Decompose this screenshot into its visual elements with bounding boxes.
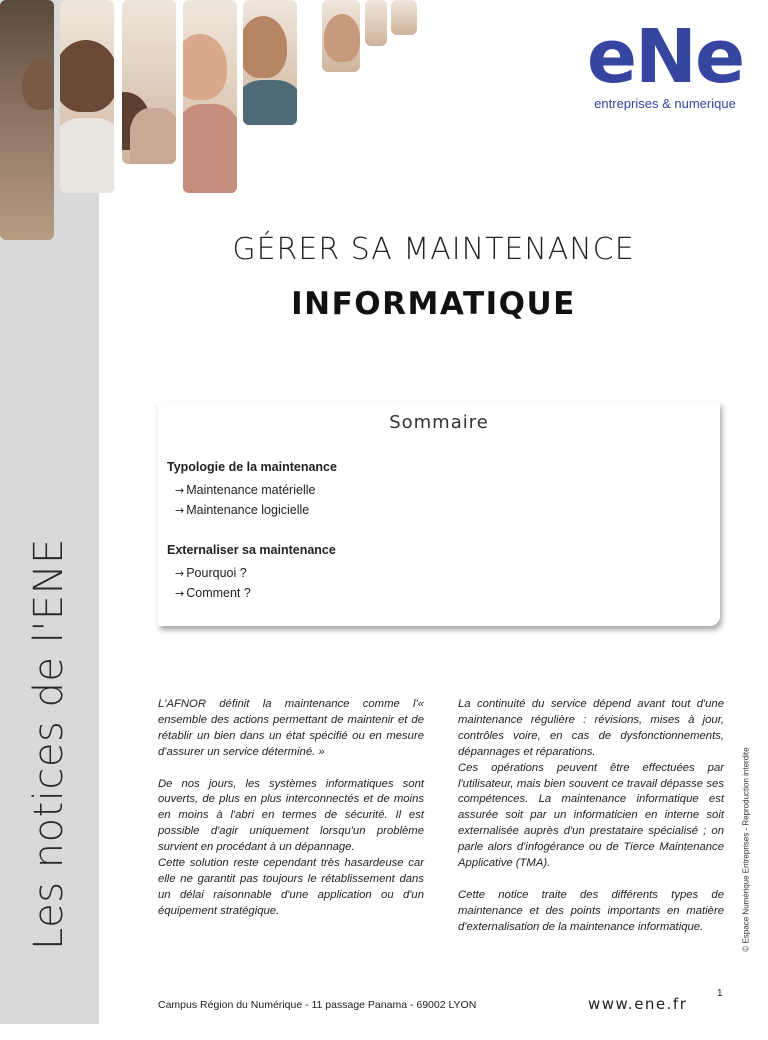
- logo-tagline: entreprises & numerique: [594, 96, 736, 111]
- summary-item: → Maintenance matérielle: [175, 483, 316, 497]
- body-paragraph: De nos jours, les systèmes informatiques sont ouverts, de plus en plus interconnectés et de moins en moins à l'abri en termes de sécurité. Il est possible d'agir uniquement lorsqu'un problème survient en procédant à un dépannage.: [158, 777, 424, 854]
- body-column-right: [458, 697, 724, 936]
- arrow-right-icon: →: [175, 484, 185, 497]
- photo-strip: [122, 0, 176, 164]
- body-paragraph: Cette solution reste cependant très hasardeuse car elle ne garantit pas toujours le rétablissement dans un délai raisonnable d'une application ou d'un équipement stratégique.: [158, 857, 424, 917]
- arrow-right-icon: →: [175, 567, 185, 580]
- summary-item: → Maintenance logicielle: [175, 503, 310, 517]
- page-number: 1: [717, 988, 723, 999]
- photo-strip: [60, 0, 114, 193]
- photo-strip: [322, 0, 360, 72]
- body-paragraph: Ces opérations peuvent être effectuées par l'utilisateur, mais bien souvent ce travail dépasse ses compétences. La maintenance informatique est assurée soit par un informaticien en interne soit externalisée auprès d'un prestataire spécialisé ; on parle alors d'infogérance ou de Tierce Maintenance Applicative (TMA).: [458, 761, 724, 870]
- body-column-left: [158, 697, 424, 920]
- summary-heading: Sommaire: [389, 412, 489, 433]
- summary-box: [158, 402, 720, 626]
- summary-section-title: Typologie de la maintenance: [167, 460, 337, 474]
- arrow-right-icon: →: [175, 587, 185, 600]
- photo-strip: [243, 0, 297, 125]
- photo-strip: [365, 0, 387, 46]
- body-paragraph: L'AFNOR définit la maintenance comme l'« ensemble des actions permettant de maintenir et de rétablir un bien dans un état spécifié ou en mesure d'assurer un service déterminé. »: [158, 698, 424, 758]
- summary-section-title: Externaliser sa maintenance: [167, 543, 336, 557]
- copyright-notice: © Espace Numérique Entreprises - Reproduction interdite: [741, 747, 751, 952]
- ene-logo: [585, 14, 745, 113]
- page-title: GÉRER SA MAINTENANCE: [232, 232, 635, 267]
- footer-website-link[interactable]: www.ene.fr: [588, 995, 688, 1013]
- photo-strip: [0, 0, 54, 240]
- body-paragraph: La continuité du service dépend avant tout d'une maintenance régulière : révisions, mises à jour, contrôles voire, en cas de dysfonctionnements, dépannages et réparations.: [458, 698, 724, 758]
- photo-strip: [391, 0, 417, 35]
- footer-address: Campus Région du Numérique - 11 passage Panama - 69002 LYON: [158, 999, 477, 1011]
- body-paragraph: Cette notice traite des différents types de maintenance et des points importants en matière d'externalisation de la maintenance informatique.: [458, 888, 724, 933]
- sidebar-title: Les notices de l'ENE: [26, 538, 72, 950]
- arrow-right-icon: →: [175, 504, 185, 517]
- photo-strip: [183, 0, 237, 193]
- summary-item: → Comment ?: [175, 586, 251, 600]
- summary-item: → Pourquoi ?: [175, 566, 247, 580]
- page-subtitle: INFORMATIQUE: [291, 286, 576, 322]
- logo-wordmark: eNe: [586, 14, 744, 100]
